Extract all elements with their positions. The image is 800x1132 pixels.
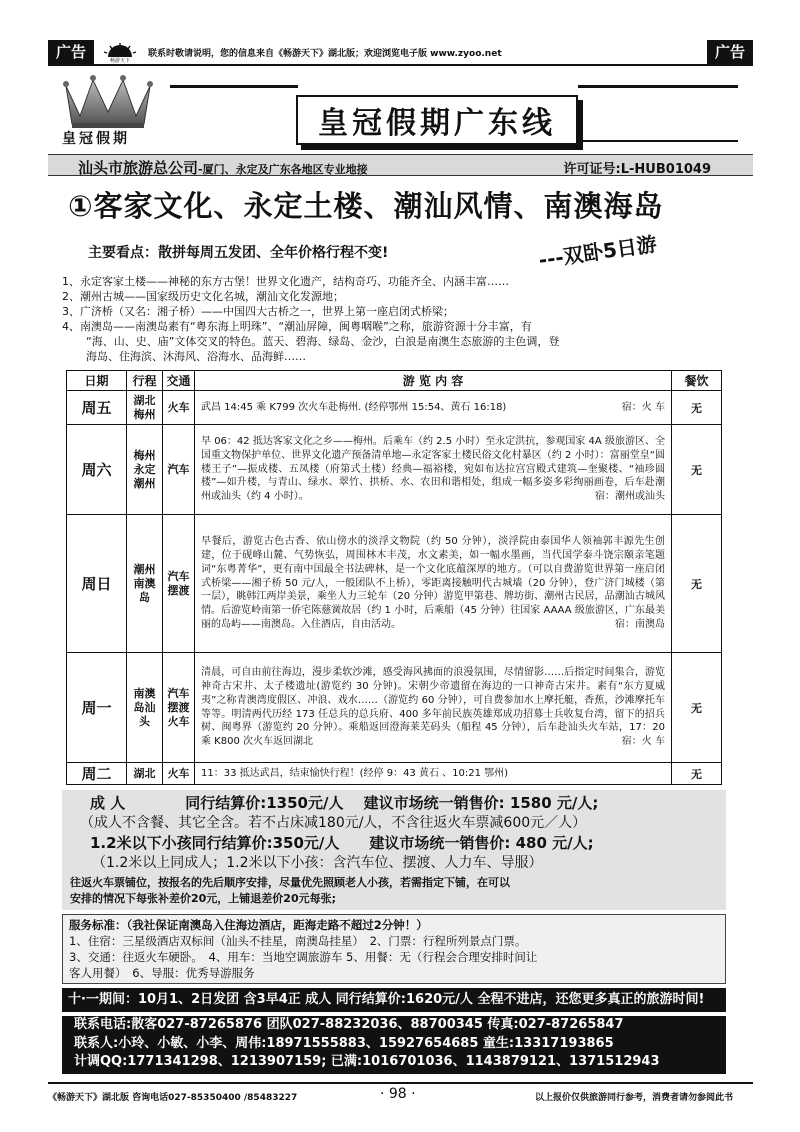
feature-item: “海、山、史、庙”文体交叉的特色。蓝天、碧海、绿岛、金沙，白浪是南澳生态旅游的主色调，登	[86, 335, 560, 348]
page-title: 皇冠假期广东线	[318, 106, 556, 141]
footer-publisher: 《畅游天下》湖北版 咨询电话027-85350400 /85483227	[48, 1093, 298, 1103]
row-place: 湖北 梅州	[127, 391, 163, 425]
holiday-offer: 十·一期间：10月1、2日发团 含3早4正 成人 同行结算价:1620元/人 全程不进店，还您更多真正的旅游时间!	[62, 988, 726, 1012]
row-transport: 汽车 摆渡 火车	[163, 653, 195, 763]
row-day: 周二	[67, 763, 127, 785]
row-place: 潮州 南澳 岛	[127, 515, 163, 653]
row-stay: 宿：南澳岛	[615, 618, 665, 630]
adult-price: 成 人 同行结算价:1350元/人 建议市场统一销售价: 1580 元/人;	[90, 794, 599, 812]
row-meal: 无	[672, 763, 722, 785]
contact-qq: 计调QQ:1771341298、1213907159; 已满:1016701036、1143879121、1371512943	[74, 1054, 660, 1069]
row-desc-text: 清晨，可自由前往海边，漫步柔软沙滩，感受海风拂面的浪漫氛围，尽情留影……后指定时间集合，游览神奇古宋井、太子楼遗址(游览约 30 分钟)。宋朝少帝遗留在海边的一口神奇古宋井。素有“东方夏威夷”之称青澳湾度假区、冲浪、戏水……（游览约 60 分钟），可自费参加水上摩托艇，香蕉，沙滩摩托车等等。明清两代历经 173 任总兵的总兵府、400 多年前民族英雄郑成功招募士兵收复台湾，留下的招兵树、闽粤界（游览约 20 分钟）。乘船返回澄海莱芜码头（船程 45 分钟），后车赴汕头火车站，17：20 乘 K800 次火车返回湖北	[201, 667, 665, 748]
row-meal: 无	[672, 653, 722, 763]
duration-label: ---双卧5日游	[537, 231, 659, 273]
feature-item: 3、广济桥（又名：湘子桥）——中国四大古桥之一，世界上第一座启闭式桥梁；	[62, 305, 454, 318]
row-desc-text: 11：33 抵达武昌，结束愉快行程！(经停 9：43 黄石 、10:21 鄂州)	[201, 767, 509, 779]
row-day: 周五	[67, 391, 127, 425]
footer-disclaimer: 以上报价仅供旅游同行参考，消费者请勿参阅此书	[534, 1093, 733, 1103]
feature-item: 1、永定客家土楼——神秘的东方古堡！世界文化遗产，结构奇巧、功能齐全、内涵丰富……	[62, 275, 509, 288]
row-desc	[195, 391, 672, 425]
table-row	[67, 653, 722, 763]
row-desc	[195, 515, 672, 653]
row-transport: 火车	[163, 391, 195, 425]
row-meal: 无	[672, 425, 722, 515]
row-day: 周一	[67, 653, 127, 763]
row-stay: 宿：潮州或汕头	[595, 491, 665, 503]
row-transport: 汽车 摆渡	[163, 515, 195, 653]
mini-logo-text: 畅游天下	[109, 58, 131, 63]
company-name-text: 汕头市旅游总公司	[78, 159, 199, 177]
service-line: 3、交通：往返火车硬卧。 4、用车：当地空调旅游车 5、用餐：无（行程会合理安排时间让	[69, 950, 538, 964]
pricing-block	[62, 790, 726, 910]
decorative-line	[170, 85, 298, 88]
table-row	[67, 515, 722, 653]
adult-price-note: （成人不含餐、其它全含。若不占床减180元/人，不含往返火车票减600元／人）	[80, 815, 587, 831]
contact-phone: 联系电话:散客027-87265876 团队027-88232036、88700345 传真:027-87265847	[74, 1017, 624, 1032]
service-line: 1、住宿：三星级酒店双标间（汕头不挂星，南澳岛挂星） 2、门票：行程所列景点门票。	[69, 934, 527, 948]
table-row	[67, 763, 722, 785]
row-day: 周日	[67, 515, 127, 653]
contact-block	[62, 1016, 726, 1074]
ad-label-right: 广告	[707, 40, 753, 64]
feature-item: 海岛、住海滨、沐海风、浴海水、品海鲜……	[86, 350, 306, 363]
company-subtitle: -厦门、永定及广东各地区专业地接	[198, 163, 368, 176]
row-meal: 无	[672, 391, 722, 425]
table-row	[67, 391, 722, 425]
header-meal: 餐饮	[672, 371, 722, 391]
berth-note: 往返火车票铺位，按报名的先后顺序安排，尽量优先照顾老人小孩，若需指定下铺，在可以	[70, 876, 510, 889]
table-row	[67, 425, 722, 515]
table-header-row	[67, 371, 722, 391]
row-place: 湖北	[127, 763, 163, 785]
row-transport: 火车	[163, 763, 195, 785]
header-route: 行程	[127, 371, 163, 391]
row-desc-text: 早 06：42 抵达客家文化之乡——梅州。后乘车（约 2.5 小时）至永定洪抗，参观国家 4A 级旅游区、全国重文物保护单位、世界文化遗产预备清单地—永定客家土楼民俗文化村暴区（约 2 小时）：富丽堂皇“圆楼王子”—振成楼、五凤楼（府第式土楼）经典—福裕楼，宛如布达拉宫宫殿式建筑—奎聚楼、“袖珍圆楼”—如升楼，与青山、绿水、翠竹、拱桥、水、农田和谐相处，组成一幅多姿多彩绚丽画卷，后车赴潮州或汕头（约 4 小时）。	[201, 436, 665, 503]
page-number: · 98 ·	[380, 1086, 416, 1102]
top-bar	[48, 40, 753, 66]
service-heading: 服务标准：（我社保证南澳岛入住海边酒店，距海走路不超过2分钟！）	[69, 918, 428, 932]
row-meal: 无	[672, 515, 722, 653]
service-line: 客人用餐） 6、导服：优秀导游服务	[69, 966, 255, 980]
ad-label-left: 广告	[48, 40, 94, 64]
row-desc	[195, 653, 672, 763]
row-desc-text: 早餐后，游览古色古香、依山傍水的淡浮文物院（约 50 分钟），淡浮院由泰国华人领袖郭丰源先生创建，位于砚峰山麓、气势恢弘，周围林木丰茂，水文素美，如一幅水墨画，当代国学泰斗饶宗颐亲笔题词“东粤菁华”，更有南中国最全书法碑林，是一个文化底蕴深厚的地方。（可以自费游览世界第一座启闭式桥梁——湘子桥 50 元/人，一般团队不上桥），零距离接触明代古城墙（20 分钟），登广济门城楼（第一层），眺韩江两岸美景，乘坐人力三轮车（20 分钟）游览甲第巷、牌坊街、潮州古民居，品潮汕古城风情。后游览岭南第一侨宅陈慈黉故居（约 1 小时，后乘船（45 分钟）往国家 AAAA 级旅游区，广东最美丽的岛屿——南澳岛。入住酒店，自由活动。	[201, 536, 665, 630]
header-transport: 交通	[163, 371, 195, 391]
feature-item: 2、潮州古城——国家级历史文化名城，潮汕文化发源地；	[62, 290, 344, 303]
highlight-label: 主要看点：散拼每周五发团、全年价格行程不变!	[88, 245, 389, 261]
service-standards	[62, 914, 726, 984]
feature-item: 4、南澳岛——南澳岛素有“粤东海上明珠”、“潮汕屏障，闽粤咽喉”之称，旅游资源十分丰富，有	[62, 320, 532, 333]
row-place: 梅州 永定 潮州	[127, 425, 163, 515]
logo-text: 皇冠假期	[62, 131, 130, 147]
feature-list	[62, 274, 722, 364]
row-stay: 宿：火 车	[621, 401, 665, 413]
child-price-note: （1.2米以上同成人；1.2米以下小孩：含汽车位、摆渡、人力车、导服）	[92, 855, 543, 871]
footer	[48, 1082, 753, 1106]
child-price: 1.2米以下小孩同行结算价:350元/人 建议市场统一销售价: 480 元/人;	[90, 834, 594, 852]
company-bar	[48, 154, 753, 176]
header-day: 日期	[67, 371, 127, 391]
decorative-line	[578, 140, 738, 142]
row-transport: 汽车	[163, 425, 195, 515]
license-number: 许可证号:L-HUB01049	[563, 162, 711, 177]
route-title: ①客家文化、永定土楼、潮汕风情、南澳海岛	[68, 189, 664, 223]
row-desc-text: 武昌 14:45 乘 K799 次火车赴梅州. (经停鄂州 15:54、黄石 16:18)	[201, 401, 507, 413]
itinerary-table	[66, 370, 722, 785]
title-box	[296, 95, 578, 145]
sun-logo-icon	[100, 41, 140, 63]
row-stay: 宿：火 车	[621, 736, 665, 748]
decorative-line	[578, 85, 738, 88]
company-name	[78, 157, 368, 178]
header-content: 游 览 内 容	[195, 371, 672, 391]
berth-note-2: 安排的情况下每张补差价20元，上铺退差价20元每张;	[70, 892, 337, 905]
row-desc	[195, 425, 672, 515]
contact-people: 联系人:小玲、小敏、小李、周伟:18971555883、15927654685 童生:13317193865	[74, 1035, 614, 1051]
row-desc	[195, 763, 672, 785]
row-place: 南澳 岛汕 头	[127, 653, 163, 763]
notice-text: 联系时敬请说明，您的信息来自《畅游天下》湖北版；欢迎浏览电子版 www.zyoo.net	[148, 49, 502, 59]
row-day: 周六	[67, 425, 127, 515]
